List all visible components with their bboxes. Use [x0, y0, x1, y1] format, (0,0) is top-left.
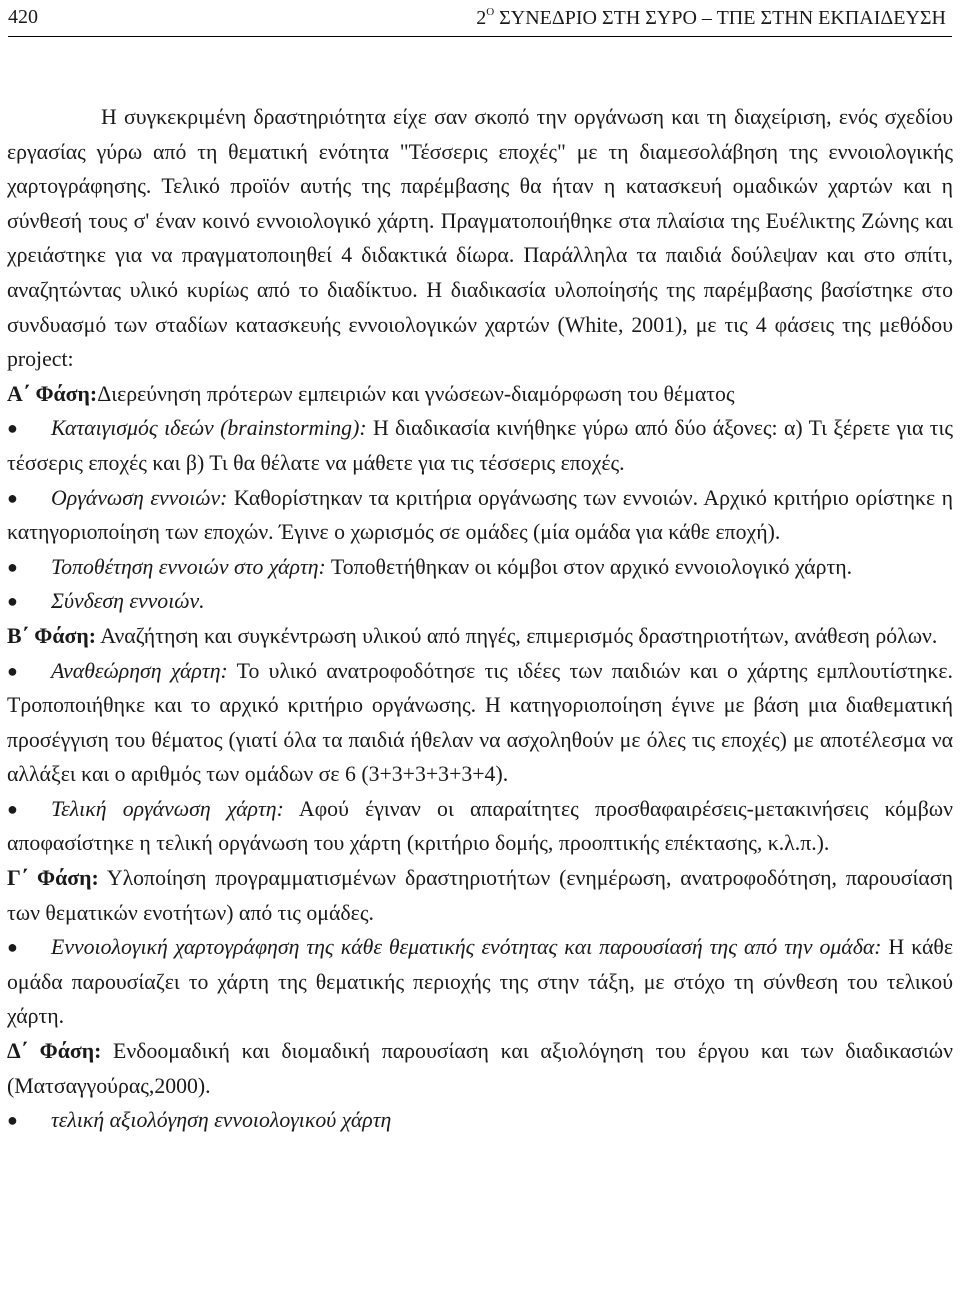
- bullet-term: Αναθεώρηση χάρτη:: [51, 658, 228, 683]
- phase-b-label: Β΄ Φάση:: [7, 623, 96, 648]
- conference-ordinal-suffix: Ο: [486, 6, 495, 18]
- bullet-text: Καθορίστηκαν τα κριτήρια οργάνωσης των εννοιών. Αρχικό κριτήριο ορίστηκε η κατηγοριοποίηση των εποχών. Έγινε ο χωρισμός σε ομάδες (μία ομάδα για κάθε εποχή).: [7, 485, 953, 545]
- bullet-text: Αφού έγιναν οι απαραίτητες προσθαφαιρέσεις-μετακινήσεις κόμβων αποφασίστηκε η τελική οργάνωση του χάρτη (κριτήριο δομής, προοπτικής επέκτασης, κ.λ.π.).: [7, 796, 953, 856]
- bullet-text: Η διαδικασία κινήθηκε γύρω από δύο άξονες: α) Τι ξέρετε για τις τέσσερις εποχές και β) Τι θα θέλατε να μάθετε για τις τέσσερις εποχές.: [7, 416, 954, 475]
- page-header: [8, 0, 952, 37]
- intro-paragraph: Η συγκεκριμένη δραστηριότητα είχε σαν σκοπό την οργάνωση και τη διαχείριση, ενός σχεδίου εργασίας γύρω από τη θεματική ενότητα "Τέσσερις εποχές" με τη διαμεσολάβηση της εννοιολογικής χαρτογράφησης. Τελικό προϊόν αυτής της παρέμβασης θα ήταν η κατασκευή ομαδικών χαρτών και η σύνθεσή τους σ' έναν κοινό εννοιολογικό χάρτη. Πραγματοποιήθηκε στα πλαίσια της Ευέλικτης Ζώνης και χρειάστηκε για να πραγματοποιηθεί 4 διδακτικά δίωρα. Παράλληλα τα παιδιά δούλεψαν και στο σπίτι, αναζητώντας υλικό κυρίως από το διαδίκτυο. Η διαδικασία υλοποίησής της παρέμβασης βασίστηκε στο συνδυασμό των σταδίων κατασκευής εννοιολογικών χαρτών (White, 2001), με τις 4 φάσεις της μεθόδου project:: [7, 105, 953, 372]
- phase-d-text: Ενδοομαδική και διομαδική παρουσίαση και αξιολόγηση του έργου και των διαδικασιών (Ματσαγγούρας,2000).: [7, 1039, 953, 1098]
- bullet-term: Σύνδεση εννοιών.: [51, 589, 205, 614]
- phase-c-label: Γ΄ Φάση:: [7, 866, 99, 891]
- bullet-term: Οργάνωση εννοιών:: [51, 485, 228, 510]
- bullet-text: Τοποθετήθηκαν οι κόμβοι στον αρχικό εννοιολογικό χάρτη.: [325, 554, 853, 579]
- list-item: [7, 1103, 953, 1138]
- bullet-icon: ●: [7, 556, 18, 577]
- list-item: [7, 930, 953, 1034]
- phase-d-label: Δ΄ Φάση:: [7, 1039, 102, 1064]
- bullet-term: Τοποθέτηση εννοιών στο χάρτη:: [51, 554, 326, 579]
- page-number: 420: [8, 6, 38, 28]
- phase-b-heading: [7, 619, 953, 654]
- bullet-term: Εννοιολογική χαρτογράφηση της κάθε θεματικής ενότητας και παρουσίασή της από την ομάδα:: [51, 935, 882, 960]
- list-item: [7, 792, 953, 861]
- bullet-term: Τελική οργάνωση χάρτη:: [51, 796, 284, 821]
- document-body: [7, 100, 953, 1138]
- list-item: [7, 584, 953, 619]
- bullet-icon: ●: [7, 418, 18, 439]
- phase-c-heading: [7, 861, 953, 930]
- list-item: [7, 481, 953, 550]
- bullet-text: Το υλικό ανατροφοδότησε τις ιδέες των παιδιών και ο χάρτης εμπλουτίστηκε. Τροποποιήθηκε και το αρχικό κριτήριο οργάνωσης. Η κατηγοριοποίηση έγινε με βάση μια διαθεματική προσέγγιση του θέματος (γιατί όλα τα παιδιά ήθελαν να ασχοληθούν με όλες τις εποχές) με αποτέλεσμα να αλλάξει και ο αριθμός των ομάδων σε 6 (3+3+3+3+3+4).: [7, 658, 953, 787]
- bullet-icon: ●: [7, 937, 18, 958]
- list-item: [7, 654, 953, 792]
- bullet-icon: ●: [7, 660, 18, 681]
- conference-title: ΣΥΝΕΔΡΙΟ ΣΤΗ ΣΥΡΟ – ΤΠΕ ΣΤΗΝ ΕΚΠΑΙΔΕΥΣΗ: [499, 7, 946, 29]
- list-item: [7, 411, 953, 480]
- phase-a-label: Α΄ Φάση:: [7, 381, 98, 406]
- running-head: [476, 6, 946, 30]
- bullet-term: τελική αξιολόγηση εννοιολογικού χάρτη: [51, 1108, 392, 1133]
- bullet-icon: ●: [7, 798, 18, 819]
- bullet-icon: ●: [7, 591, 18, 612]
- phase-a-heading: [7, 377, 953, 412]
- phase-a-text: Διερεύνηση πρότερων εμπειριών και γνώσεων-διαμόρφωση του θέματος: [97, 381, 735, 406]
- bullet-icon: ●: [7, 487, 18, 508]
- conference-ordinal: 2: [476, 7, 487, 29]
- phase-c-text: Υλοποίηση προγραμματισμένων δραστηριοτήτων (ενημέρωση, ανατροφοδότηση, παρουσίαση των θεματικών ενοτήτων) από τις ομάδες.: [7, 866, 953, 925]
- bullet-icon: ●: [7, 1110, 18, 1131]
- phase-d-heading: [7, 1034, 953, 1103]
- bullet-text: Η κάθε ομάδα παρουσίαζει το χάρτη της θεματικής περιοχής της στην τάξη, με στόχο τη σύνθεση του τελικού χάρτη.: [7, 935, 954, 1029]
- phase-b-text: Αναζήτηση και συγκέντρωση υλικού από πηγές, επιμερισμός δραστηριοτήτων, ανάθεση ρόλων.: [95, 623, 938, 648]
- bullet-term: Καταιγισμός ιδεών (brainstorming):: [51, 416, 367, 441]
- list-item: [7, 550, 953, 585]
